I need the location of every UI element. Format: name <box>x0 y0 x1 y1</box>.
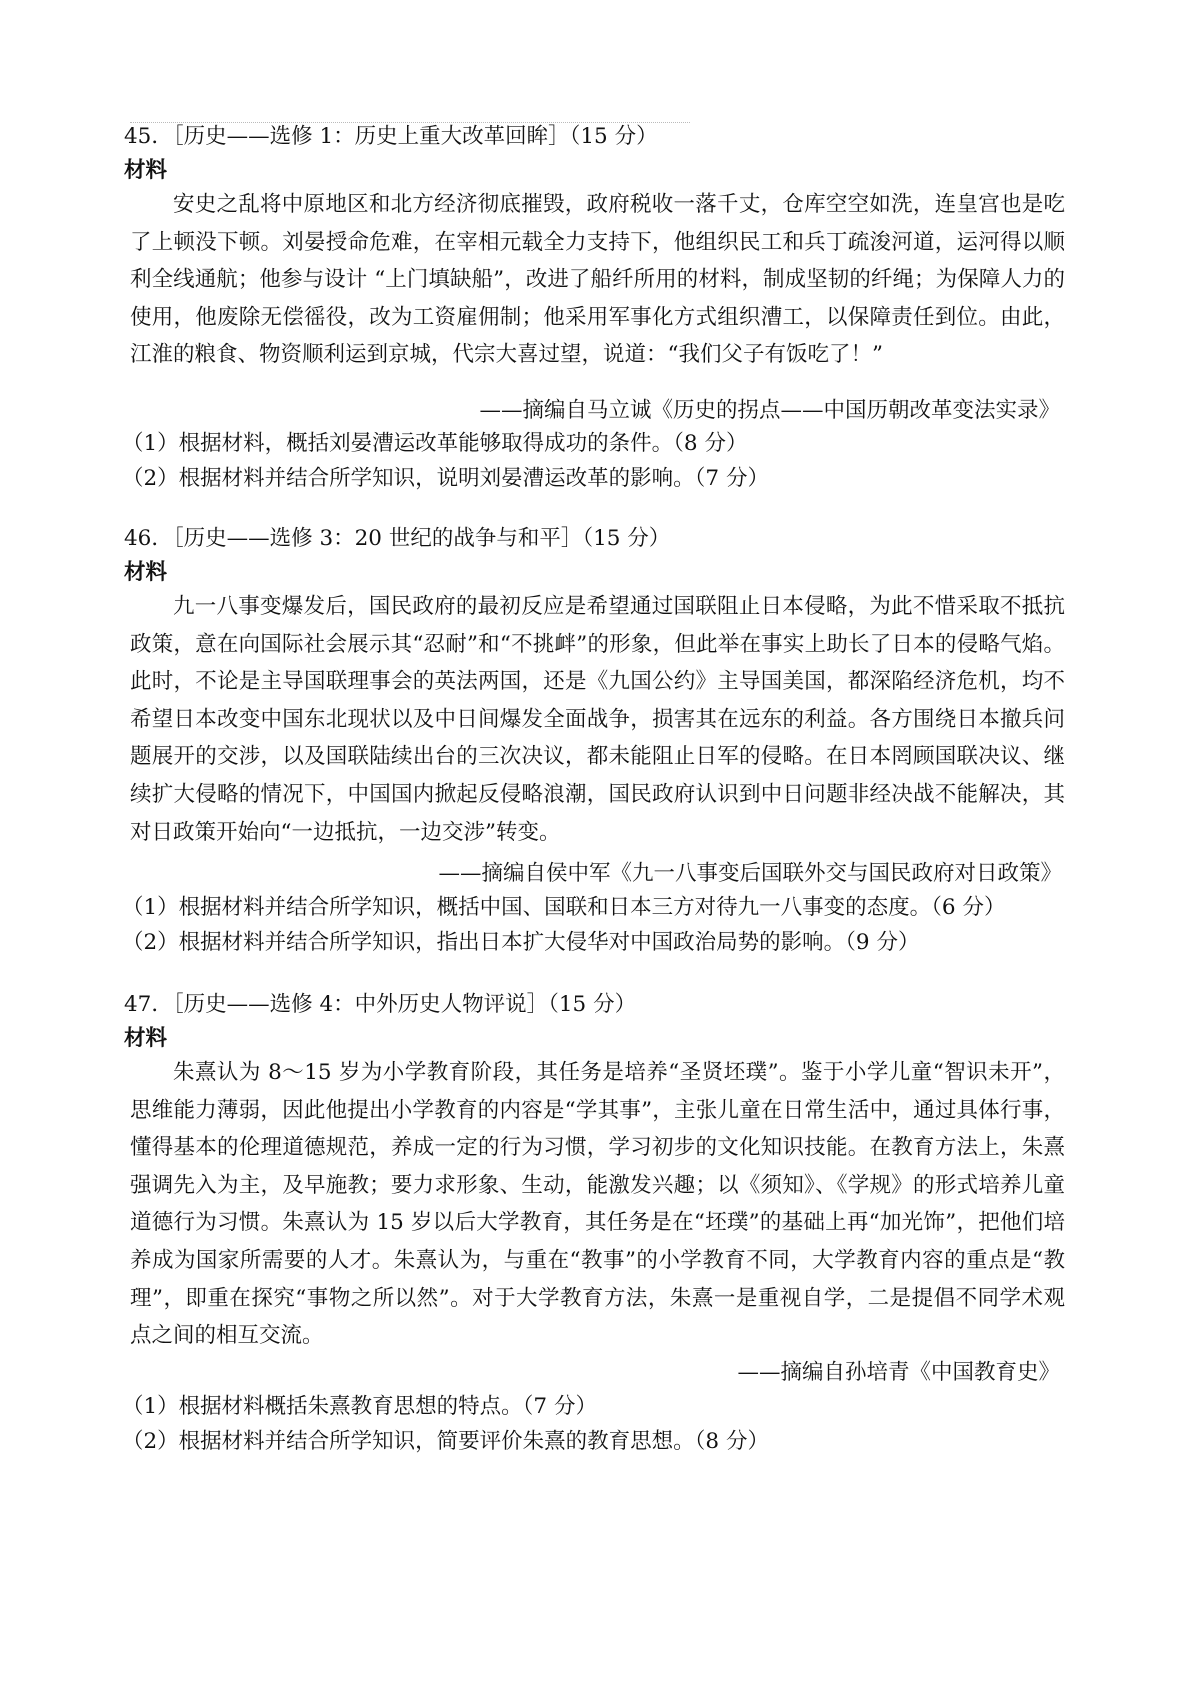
question-45-source: ——摘编自马立诚《历史的拐点——中国历朝改革变法实录》 <box>479 398 1060 423</box>
question-45-part-1: （1）根据材料，概括刘晏漕运改革能够取得成功的条件。（8 分） <box>122 431 748 456</box>
question-47-material-label: 材料 <box>124 1026 168 1051</box>
question-46-part-1: （1）根据材料并结合所学知识，概括中国、国联和日本三方对待九一八事变的态度。（6 分） <box>122 895 1006 920</box>
question-47-material-text: 朱熹认为 8～15 岁为小学教育阶段，其任务是培养“圣贤坯璞”。鉴于小学儿童“智识未开”，思维能力薄弱，因此他提出小学教育的内容是“学其事”，主张儿童在日常生活中，通过具体行事，懂得基本的伦理道德规范，养成一定的行为习惯，学习初步的文化知识技能。在教育方法上，朱熹强调先入为主，及早施教；要力求形象、生动，能激发兴趣；以《须知》、《学规》的形式培养儿童道德行为习惯。朱熹认为 15 岁以后大学教育，其任务是在“坯璞”的基础上再“加光饰”，把他们培养成为国家所需要的人才。朱熹认为，与重在“教事”的小学教育不同，大学教育内容的重点是“教理”，即重在探究“事物之所以然”。对于大学教育方法，朱熹一是重视自学，二是提倡不同学术观点之间的相互交流。 <box>130 1060 1065 1349</box>
question-46-material-text: 九一八事变爆发后，国民政府的最初反应是希望通过国联阻止日本侵略，为此不惜采取不抵抗政策，意在向国际社会展示其“忍耐”和“不挑衅”的形象，但此举在事实上助长了日本的侵略气焰。此时，不论是主导国联理事会的英法两国，还是《九国公约》主导国美国，都深陷经济危机，均不希望日本改变中国东北现状以及中日间爆发全面战争，损害其在远东的利益。各方围绕日本撤兵问题展开的交涉，以及国联陆续出台的三次决议，都未能阻止日军的侵略。在日本罔顾国联决议、继续扩大侵略的情况下，中国国内掀起反侵略浪潮，国民政府认识到中日问题非经决战不能解决，其对日政策开始向“一边抵抗，一边交涉”转变。 <box>130 594 1065 845</box>
top-divider <box>130 122 690 123</box>
question-46-heading: 46．［历史——选修 3：20 世纪的战争与和平］（15 分） <box>124 526 671 551</box>
question-45-material-label: 材料 <box>124 158 168 183</box>
question-46-source: ——摘编自侯中军《九一八事变后国联外交与国民政府对日政策》 <box>438 861 1062 886</box>
question-45-heading: 45．［历史——选修 1：历史上重大改革回眸］（15 分） <box>124 124 658 149</box>
question-46-part-2: （2）根据材料并结合所学知识，指出日本扩大侵华对中国政治局势的影响。（9 分） <box>122 930 920 955</box>
question-47-heading: 47．［历史——选修 4：中外历史人物评说］（15 分） <box>124 992 637 1017</box>
question-45-part-2: （2）根据材料并结合所学知识，说明刘晏漕运改革的影响。（7 分） <box>122 466 769 491</box>
question-47-part-2: （2）根据材料并结合所学知识，简要评价朱熹的教育思想。（8 分） <box>122 1429 769 1454</box>
question-46-material-label: 材料 <box>124 560 168 585</box>
question-47-source: ——摘编自孙培青《中国教育史》 <box>737 1360 1060 1385</box>
question-47-part-1: （1）根据材料概括朱熹教育思想的特点。（7 分） <box>122 1394 597 1419</box>
question-45-material-text: 安史之乱将中原地区和北方经济彻底摧毁，政府税收一落千丈，仓库空空如洗，连皇宫也是吃了上顿没下顿。刘晏授命危难，在宰相元载全力支持下，他组织民工和兵丁疏浚河道，运河得以顺利全线通航；他参与设计 “上门填缺船”，改进了船纤所用的材料，制成坚韧的纤绳；为保障人力的使用，他废除无偿徭役，改为工资雇佣制；他采用军事化方式组织漕工，以保障责任到位。由此，江淮的粮食、物资顺利运到京城，代宗大喜过望，说道：“我们父子有饭吃了！” <box>130 192 1065 368</box>
